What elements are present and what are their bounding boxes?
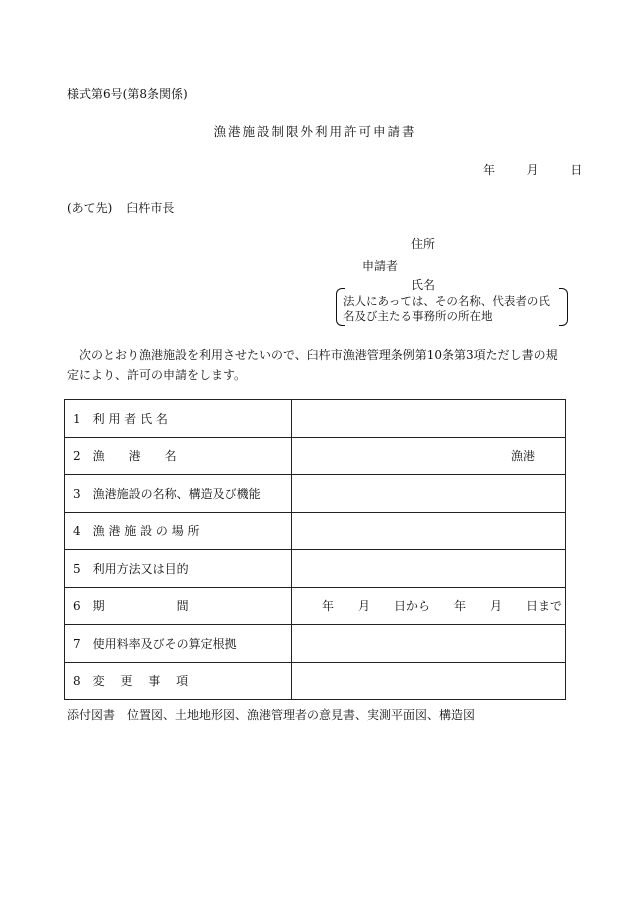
table-row (65, 437, 566, 475)
row-value-field[interactable] (292, 550, 566, 588)
form-number: 様式第6号(第8条関係) (67, 87, 188, 101)
table-row (65, 662, 566, 700)
date-day: 日 (570, 163, 583, 177)
addressee-name: 臼杵市長 (126, 201, 175, 215)
row-label: 1 利 用 者 氏 名 (65, 400, 292, 438)
applicant-label: 申請者 (362, 259, 399, 273)
table-row (65, 512, 566, 550)
addressee-prefix: (あて先) (67, 201, 113, 215)
row-value-field[interactable] (292, 625, 566, 663)
row-label: 2 漁 港 名 (65, 437, 292, 475)
row-value-field[interactable]: 年 月 日から 年 月 日まで (292, 587, 566, 625)
table-row (65, 400, 566, 438)
table-row (65, 475, 566, 513)
addressee (67, 199, 174, 216)
document-title: 漁港施設制限外利用許可申請書 (213, 124, 417, 139)
row-label: 7 使用料率及びその算定根拠 (65, 625, 292, 663)
address-label: 住所 (411, 237, 436, 251)
body-text: 次のとおり漁港施設を利用させたいので、臼杵市漁港管理条例第10条第3項ただし書の規定により、許可の申請をします。 (67, 348, 558, 382)
name-label: 氏名 (411, 278, 436, 292)
row-label: 6 期 間 (65, 587, 292, 625)
corporate-note: 法人にあっては、その名称、代表者の氏名及び主たる事務所の所在地 (343, 294, 550, 323)
date-year: 年 (483, 163, 496, 177)
row-value-field[interactable] (292, 400, 566, 438)
table-row (65, 550, 566, 588)
row-label: 5 利用方法又は目的 (65, 550, 292, 588)
row-value-field[interactable] (292, 512, 566, 550)
row-value-field[interactable]: 漁港 (292, 437, 566, 475)
note-bracket-right (559, 288, 568, 326)
row-label: 8 変 更 事 項 (65, 662, 292, 700)
attachments-note: 添付図書 位置図、土地地形図、漁港管理者の意見書、実測平面図、構造図 (67, 708, 476, 722)
row-label: 4 漁 港 施 設 の 場 所 (65, 512, 292, 550)
table-row (65, 587, 566, 625)
date-line (483, 161, 582, 178)
row-value-field[interactable] (292, 475, 566, 513)
table-row (65, 625, 566, 663)
date-month: 月 (526, 163, 539, 177)
row-value-field[interactable] (292, 662, 566, 700)
row-label: 3 漁港施設の名称、構造及び機能 (65, 475, 292, 513)
application-table (64, 399, 566, 700)
